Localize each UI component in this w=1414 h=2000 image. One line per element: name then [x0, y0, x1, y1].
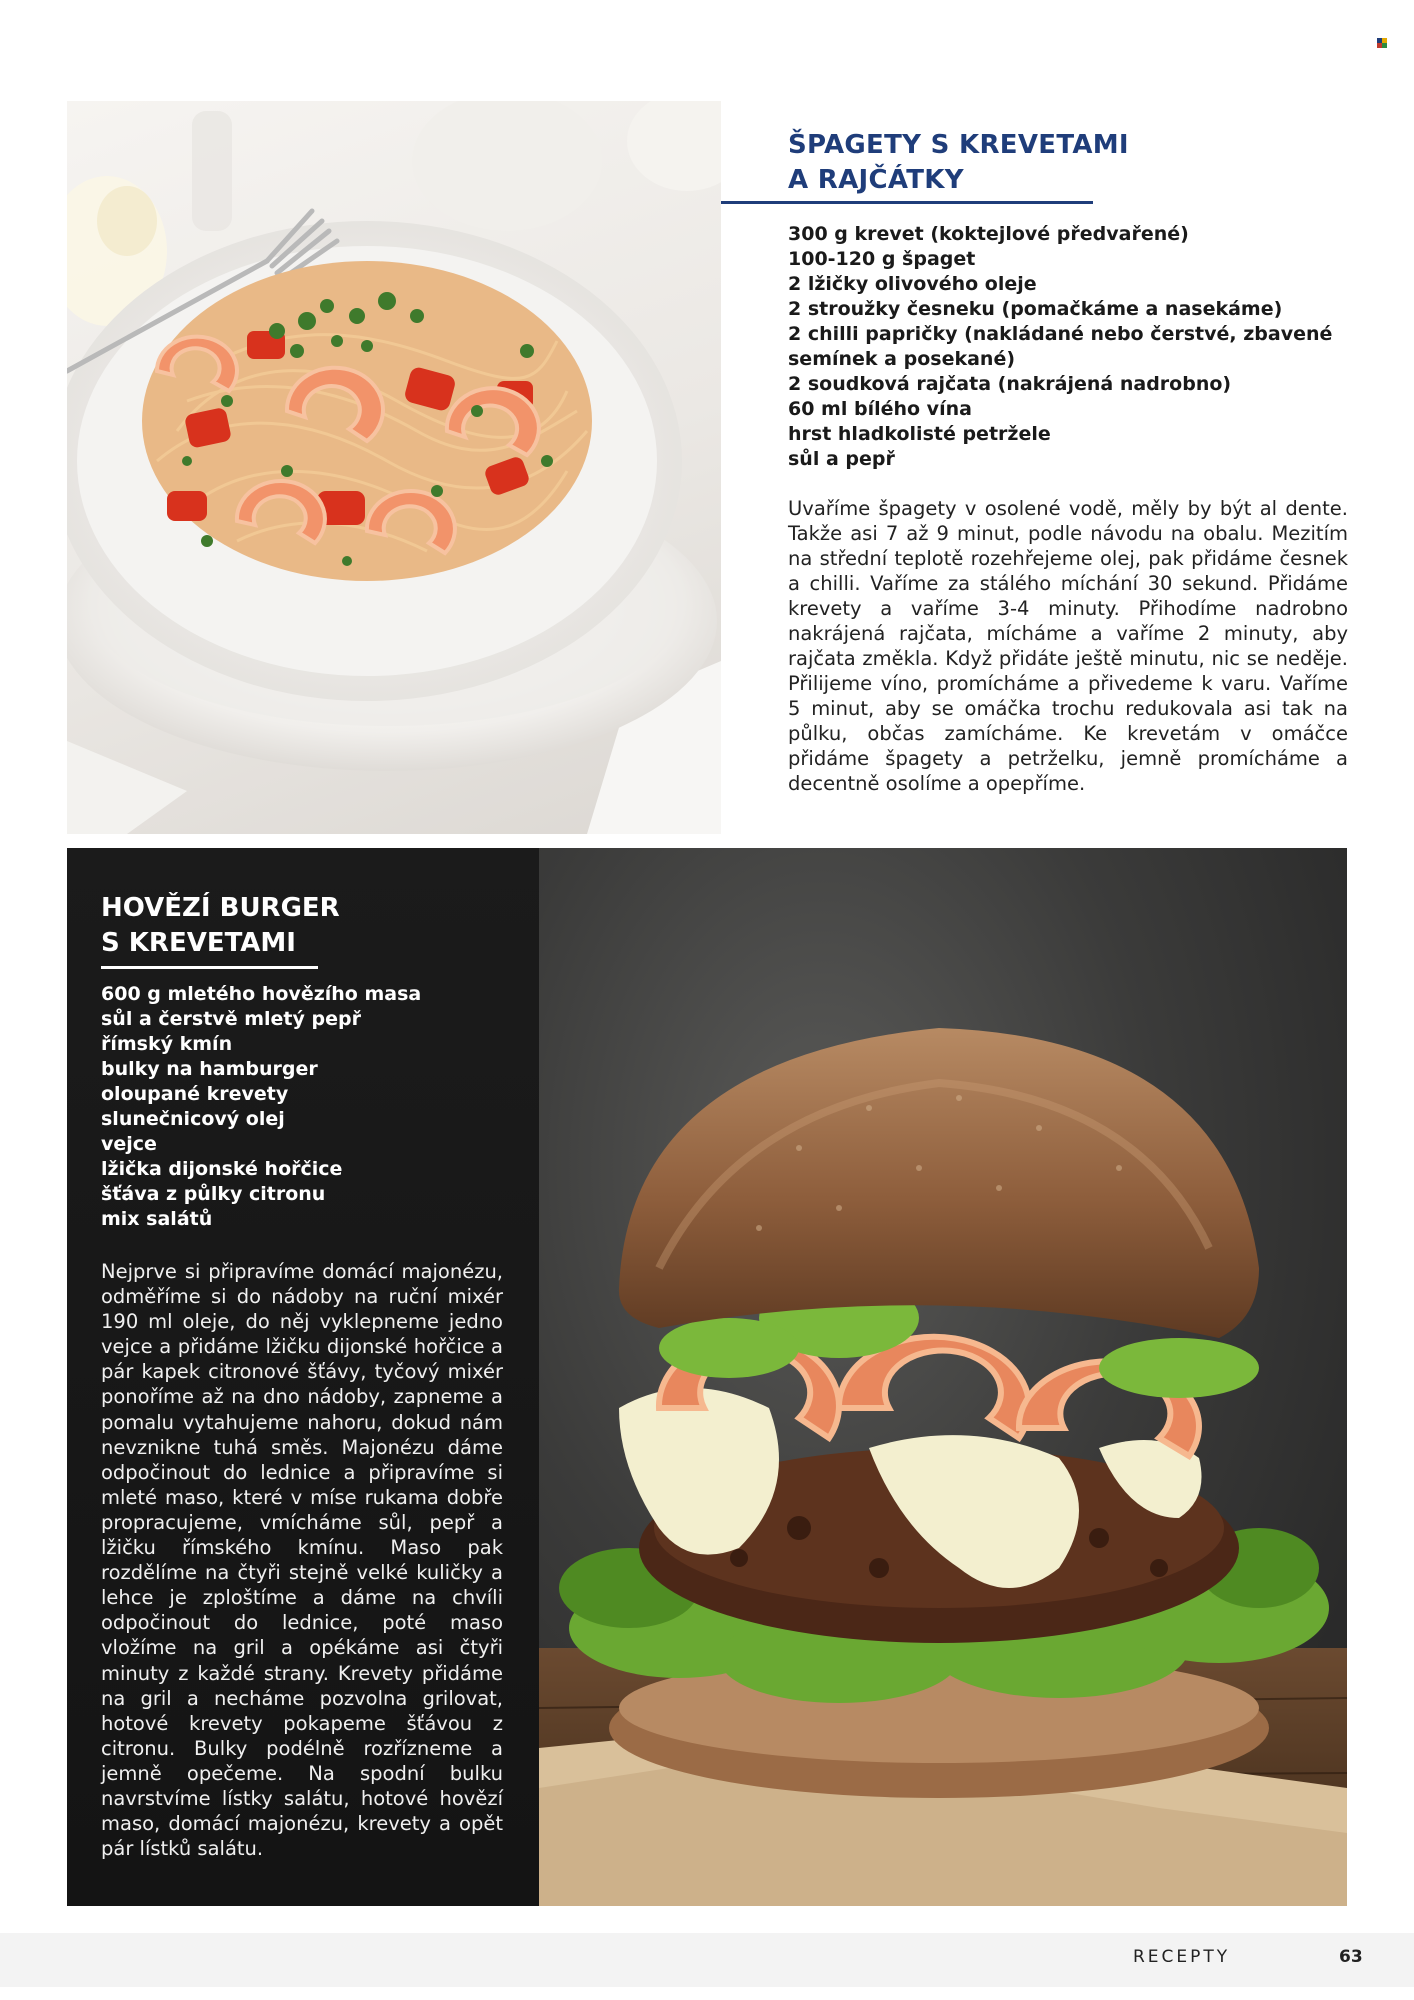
- footer-section-label: RECEPTY: [1133, 1947, 1231, 1967]
- ingredient-item: 2 stroužky česneku (pomačkáme a nasekáme): [788, 298, 1283, 320]
- ingredient-item: 100-120 g špaget: [788, 248, 976, 270]
- recipe-2-ingredients: [101, 982, 521, 1232]
- ingredient-item: 2 lžičky olivového oleje: [788, 273, 1037, 295]
- ingredient-item: hrst hladkolisté petržele: [788, 423, 1051, 445]
- ingredient-item: semínek a posekané): [788, 348, 1016, 370]
- recipe-2-title-underline: [101, 966, 318, 969]
- ingredient-item: vejce: [101, 1133, 157, 1155]
- spaghetti-illustration: [67, 101, 721, 834]
- ingredient-item: 60 ml bílého vína: [788, 398, 972, 420]
- ingredient-item: bulky na hamburger: [101, 1058, 318, 1080]
- ingredient-item: mix salátů: [101, 1208, 213, 1230]
- ingredient-item: sůl a čerstvě mletý pepř: [101, 1008, 361, 1030]
- page-number: 63: [1339, 1947, 1363, 1967]
- page-footer: [0, 1933, 1414, 1987]
- ingredient-item: 2 chilli papričky (nakládané nebo čerstvé, zbavené: [788, 323, 1333, 345]
- recipe-1-title-line: A RAJČÁTKY: [788, 165, 964, 195]
- ingredient-item: šťáva z půlky citronu: [101, 1183, 326, 1205]
- ingredient-item: římský kmín: [101, 1033, 233, 1055]
- burger-illustration: [539, 848, 1347, 1906]
- ingredient-item: slunečnicový olej: [101, 1108, 285, 1130]
- recipe-1-method: Uvaříme špagety v osolené vodě, měly by být al dente. Takže asi 7 až 9 minut, podle návodu na obalu. Mezitím na střední teplotě rozehřejeme olej, pak přidáme česnek a chilli. Vaříme za stálého míchání 30 sekund. Přidáme krevety a vaříme 3-4 minuty. Přihodíme nadrobno nakrájená rajčata, mícháme a vaříme 2 minuty, aby rajčata změkla. Když přidáte ještě minutu, nic se neděje. Přilijeme víno, promícháme a přivedeme k varu. Vaříme 5 minut, aby se omáčka trochu redukovala asi tak na půlku, občas zamícháme. Ke krevetám v omáčce přidáme špagety a petrželku, jemně promícháme a decentně osolíme a opepříme.: [788, 497, 1348, 795]
- ingredient-item: 2 soudková rajčata (nakrájená nadrobno): [788, 373, 1232, 395]
- recipe-2-title-line: S KREVETAMI: [101, 928, 296, 958]
- spaghetti-photo: [67, 101, 721, 834]
- corner-mark-icon: [1377, 38, 1387, 48]
- recipe-1-title: [788, 128, 1129, 198]
- recipe-2-method: Nejprve si připravíme domácí majonézu, odměříme si do nádoby na ruční mixér 190 ml oleje, do něj vyklepneme jedno vejce a přidáme lžičku dijonské hořčice a pár kapek citronové šťávy, tyčový mixér ponoříme až na dno nádoby, zapneme a pomalu vytahujeme nahoru, dokud nám nevznikne tuhá směs. Majonézu dáme odpočinout do lednice a připravíme si mleté maso, které v míse rukama dobře propracujeme, vmícháme sůl, pepř a lžičku římského kmínu. Maso pak rozdělíme na čtyři stejně velké kuličky a lehce je zploštíme a dáme na chvíli odpočinout do lednice, poté maso vložíme na gril a opékáme asi čtyři minuty z každé strany. Krevety přidáme na gril a necháme pozvolna grilovat, hotové krevety pokapeme šťávou z citronu. Bulky podélně rozřízneme a jemně opečeme. Na spodní bulku navrstvíme lístky salátu, hotové hovězí maso, domácí majonézu, krevety a opět pár lístků salátu.: [101, 1260, 503, 1861]
- recipe-1-ingredients: [788, 222, 1348, 472]
- recipe-2-title-line: HOVĚZÍ BURGER: [101, 893, 340, 923]
- recipe-1-title-underline: [721, 201, 1093, 204]
- ingredient-item: oloupané krevety: [101, 1083, 289, 1105]
- ingredient-item: lžička dijonské hořčice: [101, 1158, 343, 1180]
- ingredient-item: 300 g krevet (koktejlové předvařené): [788, 223, 1189, 245]
- recipe-2-title: [101, 891, 340, 961]
- burger-photo: [539, 848, 1347, 1906]
- recipe-1-title-line: ŠPAGETY S KREVETAMI: [788, 130, 1129, 160]
- ingredient-item: sůl a pepř: [788, 448, 895, 470]
- ingredient-item: 600 g mletého hovězího masa: [101, 983, 422, 1005]
